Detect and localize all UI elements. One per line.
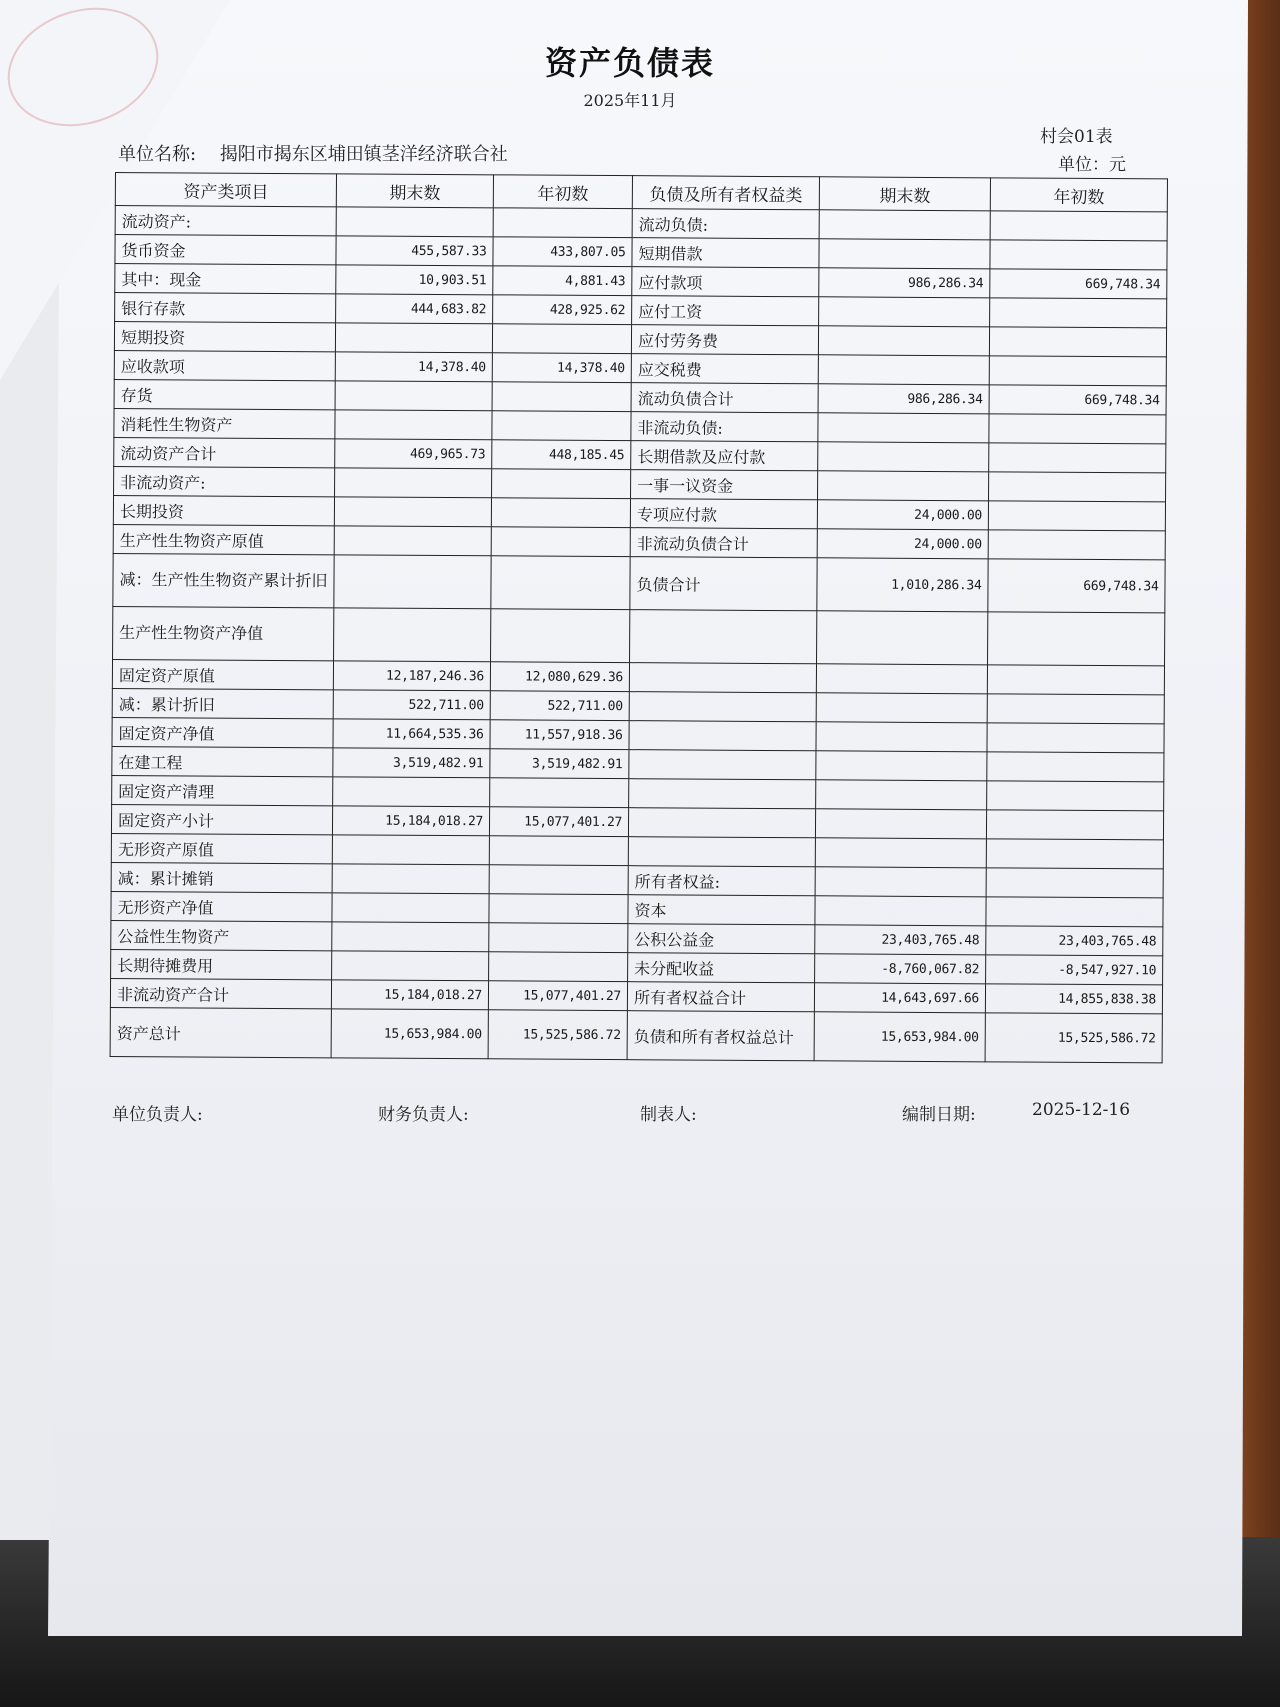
liability-item-cell: 非流动负债: xyxy=(631,412,818,442)
asset-year-start-cell xyxy=(492,324,631,354)
asset-period-end-cell: 522,711.00 xyxy=(333,690,490,720)
asset-item-cell: 长期待摊费用 xyxy=(111,949,332,979)
liability-year-start-cell: -8,547,927.10 xyxy=(986,955,1163,985)
liability-period-end-cell xyxy=(819,297,990,327)
asset-period-end-cell: 3,519,482.91 xyxy=(333,748,490,778)
liability-period-end-cell xyxy=(818,442,989,472)
liability-item-cell: 未分配收益 xyxy=(628,953,815,983)
liability-year-start-cell: 669,748.34 xyxy=(988,559,1165,613)
asset-period-end-cell: 11,664,535.36 xyxy=(333,719,490,749)
liability-period-end-cell: 986,286.34 xyxy=(818,384,989,414)
liability-year-start-cell: 669,748.34 xyxy=(990,269,1167,299)
liability-item-cell: 资本 xyxy=(628,895,815,925)
asset-period-end-cell: 12,187,246.36 xyxy=(333,661,490,691)
asset-year-start-cell: 4,881.43 xyxy=(493,266,632,296)
asset-item-cell: 固定资产清理 xyxy=(112,775,333,805)
asset-period-end-cell xyxy=(335,468,492,498)
asset-year-start-cell xyxy=(492,469,631,499)
liability-year-start-cell xyxy=(987,723,1164,753)
liability-period-end-cell xyxy=(815,867,986,897)
liability-period-end-cell: 14,643,697.66 xyxy=(814,983,985,1013)
finance-head-signature: 财务负责人: xyxy=(378,1105,469,1125)
liability-item-cell: 应付款项 xyxy=(632,267,819,297)
asset-item-cell: 消耗性生物资产 xyxy=(114,408,335,438)
liability-item-cell: 公积公益金 xyxy=(628,924,815,954)
asset-period-end-cell: 469,965.73 xyxy=(335,439,492,469)
liability-item-cell xyxy=(629,663,816,693)
liability-item-cell xyxy=(630,610,817,664)
liability-period-end-cell: 986,286.34 xyxy=(819,268,990,298)
header-asset-period-end: 期末数 xyxy=(336,174,493,208)
liability-year-start-cell xyxy=(986,897,1163,927)
liability-year-start-cell xyxy=(988,501,1165,531)
asset-period-end-cell xyxy=(332,864,489,894)
asset-year-start-cell: 448,185.45 xyxy=(492,440,631,470)
asset-year-start-cell: 428,925.62 xyxy=(493,295,632,325)
liability-year-start-cell xyxy=(989,414,1166,444)
asset-item-cell: 生产性生物资产净值 xyxy=(113,606,334,660)
liability-year-start-cell xyxy=(990,240,1167,270)
liability-year-start-cell xyxy=(989,356,1166,386)
liability-item-cell: 应付劳务费 xyxy=(631,325,818,355)
asset-period-end-cell: 14,378.40 xyxy=(335,352,492,382)
asset-period-end-cell xyxy=(334,555,491,609)
balance-sheet-table xyxy=(110,172,1168,1063)
liability-year-start-cell: 669,748.34 xyxy=(989,385,1166,415)
asset-year-start-cell: 11,557,918.36 xyxy=(490,720,629,750)
asset-item-cell: 流动资产合计 xyxy=(114,437,335,467)
liability-period-end-cell xyxy=(816,751,987,781)
report-period: 2025年11月 xyxy=(583,91,677,110)
asset-item-cell: 货币资金 xyxy=(115,235,336,265)
preparer-signature: 制表人: xyxy=(640,1105,697,1125)
liability-period-end-cell: 23,403,765.48 xyxy=(815,925,986,955)
asset-year-start-cell: 15,077,401.27 xyxy=(488,981,627,1011)
organization-label: 单位名称: xyxy=(118,144,197,165)
asset-item-cell: 非流动资产: xyxy=(114,466,335,496)
liability-period-end-cell xyxy=(816,780,987,810)
liability-year-start-cell xyxy=(987,694,1164,724)
asset-period-end-cell: 15,184,018.27 xyxy=(331,980,488,1010)
asset-item-cell: 固定资产净值 xyxy=(112,717,333,747)
liability-year-start-cell xyxy=(990,298,1167,328)
liability-item-cell: 专项应付款 xyxy=(630,499,817,529)
unit-head-signature: 单位负责人: xyxy=(112,1105,203,1125)
asset-item-cell: 资产总计 xyxy=(110,1007,331,1057)
asset-item-cell: 存货 xyxy=(114,379,335,409)
asset-item-cell: 非流动资产合计 xyxy=(110,978,331,1008)
asset-year-start-cell xyxy=(492,411,631,441)
asset-item-cell: 流动资产: xyxy=(115,206,336,236)
asset-period-end-cell xyxy=(334,526,491,556)
liability-item-cell: 负债合计 xyxy=(630,557,817,611)
asset-period-end-cell xyxy=(332,922,489,952)
asset-period-end-cell xyxy=(332,835,489,865)
liability-period-end-cell: 1,010,286.34 xyxy=(817,558,988,612)
liability-item-cell xyxy=(629,721,816,751)
liability-period-end-cell: -8,760,067.82 xyxy=(815,954,986,984)
table-row xyxy=(110,1007,1162,1062)
asset-item-cell: 固定资产原值 xyxy=(112,659,333,689)
asset-item-cell: 固定资产小计 xyxy=(111,804,332,834)
liability-period-end-cell xyxy=(816,722,987,752)
liability-period-end-cell xyxy=(816,664,987,694)
prepared-date-label: 编制日期: xyxy=(902,1105,976,1125)
liability-item-cell xyxy=(629,750,816,780)
liability-item-cell: 负债和所有者权益总计 xyxy=(627,1011,814,1061)
asset-period-end-cell: 455,587.33 xyxy=(336,236,493,266)
asset-year-start-cell xyxy=(489,923,628,953)
liability-period-end-cell: 24,000.00 xyxy=(817,500,988,530)
form-number: 村会01表 xyxy=(1040,127,1113,147)
asset-period-end-cell xyxy=(336,207,493,237)
liability-period-end-cell xyxy=(815,896,986,926)
currency-unit: 单位：元 xyxy=(1058,155,1126,175)
asset-item-cell: 其中：现金 xyxy=(115,264,336,294)
table-row xyxy=(113,606,1165,665)
asset-period-end-cell xyxy=(332,951,489,981)
header-liability-period-end: 期末数 xyxy=(819,177,990,211)
asset-item-cell: 无形资产净值 xyxy=(111,891,332,921)
asset-item-cell: 减：累计摊销 xyxy=(111,862,332,892)
asset-item-cell: 短期投资 xyxy=(114,322,335,352)
asset-item-cell: 减：生产性生物资产累计折旧 xyxy=(113,553,334,607)
liability-year-start-cell xyxy=(989,327,1166,357)
asset-item-cell: 应收款项 xyxy=(114,350,335,380)
liability-year-start-cell xyxy=(986,868,1163,898)
header-liability-year-start: 年初数 xyxy=(990,178,1167,212)
asset-year-start-cell xyxy=(489,952,628,982)
asset-year-start-cell xyxy=(489,865,628,895)
seal-stamp-icon xyxy=(0,0,174,145)
asset-year-start-cell: 14,378.40 xyxy=(492,353,631,383)
asset-year-start-cell: 433,807.05 xyxy=(493,237,632,267)
asset-period-end-cell xyxy=(332,893,489,923)
prepared-date-value: 2025-12-16 xyxy=(1032,1100,1131,1120)
asset-year-start-cell xyxy=(493,208,632,238)
asset-year-start-cell: 15,525,586.72 xyxy=(488,1010,627,1060)
liability-item-cell: 长期借款及应付款 xyxy=(631,441,818,471)
liability-year-start-cell: 23,403,765.48 xyxy=(986,926,1163,956)
asset-item-cell: 银行存款 xyxy=(115,293,336,323)
asset-year-start-cell: 12,080,629.36 xyxy=(490,662,629,692)
liability-period-end-cell xyxy=(818,355,989,385)
asset-period-end-cell xyxy=(335,410,492,440)
liability-year-start-cell xyxy=(987,665,1164,695)
asset-period-end-cell: 444,683.82 xyxy=(336,294,493,324)
liability-item-cell: 一事一议资金 xyxy=(631,470,818,500)
liability-period-end-cell xyxy=(818,471,989,501)
liability-year-start-cell xyxy=(990,211,1167,241)
asset-item-cell: 公益性生物资产 xyxy=(111,920,332,950)
liability-year-start-cell xyxy=(988,530,1165,560)
asset-year-start-cell: 522,711.00 xyxy=(490,691,629,721)
liability-period-end-cell xyxy=(816,693,987,723)
liability-item-cell: 短期借款 xyxy=(632,238,819,268)
liability-item-cell xyxy=(629,779,816,809)
asset-item-cell: 在建工程 xyxy=(112,746,333,776)
asset-period-end-cell xyxy=(335,381,492,411)
header-asset-year-start: 年初数 xyxy=(493,175,632,209)
asset-item-cell: 长期投资 xyxy=(113,495,334,525)
liability-period-end-cell: 24,000.00 xyxy=(817,529,988,559)
asset-period-end-cell xyxy=(335,323,492,353)
asset-year-start-cell xyxy=(491,498,630,528)
asset-item-cell: 生产性生物资产原值 xyxy=(113,524,334,554)
liability-year-start-cell xyxy=(989,472,1166,502)
liability-period-end-cell xyxy=(818,413,989,443)
asset-period-end-cell xyxy=(334,608,491,662)
liability-period-end-cell xyxy=(818,326,989,356)
liability-item-cell: 所有者权益: xyxy=(628,866,815,896)
asset-year-start-cell xyxy=(491,609,630,663)
liability-period-end-cell xyxy=(817,611,988,665)
liability-period-end-cell xyxy=(819,210,990,240)
asset-year-start-cell: 15,077,401.27 xyxy=(489,807,628,837)
asset-year-start-cell xyxy=(490,778,629,808)
liability-year-start-cell xyxy=(989,443,1166,473)
header-asset-items: 资产类项目 xyxy=(115,173,336,207)
table-row xyxy=(113,553,1165,612)
asset-year-start-cell xyxy=(491,527,630,557)
document-title: 资产负债表 xyxy=(544,44,715,82)
liability-item-cell: 非流动负债合计 xyxy=(630,528,817,558)
asset-year-start-cell xyxy=(492,382,631,412)
asset-item-cell: 减：累计折旧 xyxy=(112,688,333,718)
liability-item-cell xyxy=(629,692,816,722)
liability-item-cell: 流动负债: xyxy=(632,209,819,239)
liability-item-cell: 所有者权益合计 xyxy=(627,982,814,1012)
liability-year-start-cell: 15,525,586.72 xyxy=(985,1013,1162,1063)
liability-period-end-cell: 15,653,984.00 xyxy=(814,1012,985,1062)
organization-line xyxy=(118,140,526,166)
asset-period-end-cell: 15,184,018.27 xyxy=(332,806,489,836)
organization-name: 揭阳市揭东区埔田镇茎洋经济联合社 xyxy=(219,144,508,165)
liability-period-end-cell xyxy=(815,838,986,868)
liability-year-start-cell xyxy=(987,781,1164,811)
liability-year-start-cell xyxy=(988,612,1165,666)
liability-item-cell: 流动负债合计 xyxy=(631,383,818,413)
asset-year-start-cell: 3,519,482.91 xyxy=(490,749,629,779)
liability-item-cell xyxy=(628,808,815,838)
header-liability-items: 负债及所有者权益类 xyxy=(632,176,819,210)
asset-item-cell: 无形资产原值 xyxy=(111,833,332,863)
asset-period-end-cell: 15,653,984.00 xyxy=(331,1009,488,1059)
liability-item-cell: 应付工资 xyxy=(632,296,819,326)
liability-period-end-cell xyxy=(819,239,990,269)
asset-period-end-cell xyxy=(334,497,491,527)
asset-year-start-cell xyxy=(489,894,628,924)
asset-period-end-cell xyxy=(333,777,490,807)
asset-year-start-cell xyxy=(489,836,628,866)
liability-year-start-cell xyxy=(987,752,1164,782)
liability-item-cell: 应交税费 xyxy=(631,354,818,384)
asset-year-start-cell xyxy=(491,556,630,610)
liability-year-start-cell: 14,855,838.38 xyxy=(985,984,1162,1014)
liability-period-end-cell xyxy=(815,809,986,839)
liability-item-cell xyxy=(628,837,815,867)
asset-period-end-cell: 10,903.51 xyxy=(336,265,493,295)
liability-year-start-cell xyxy=(986,810,1163,840)
liability-year-start-cell xyxy=(986,839,1163,869)
